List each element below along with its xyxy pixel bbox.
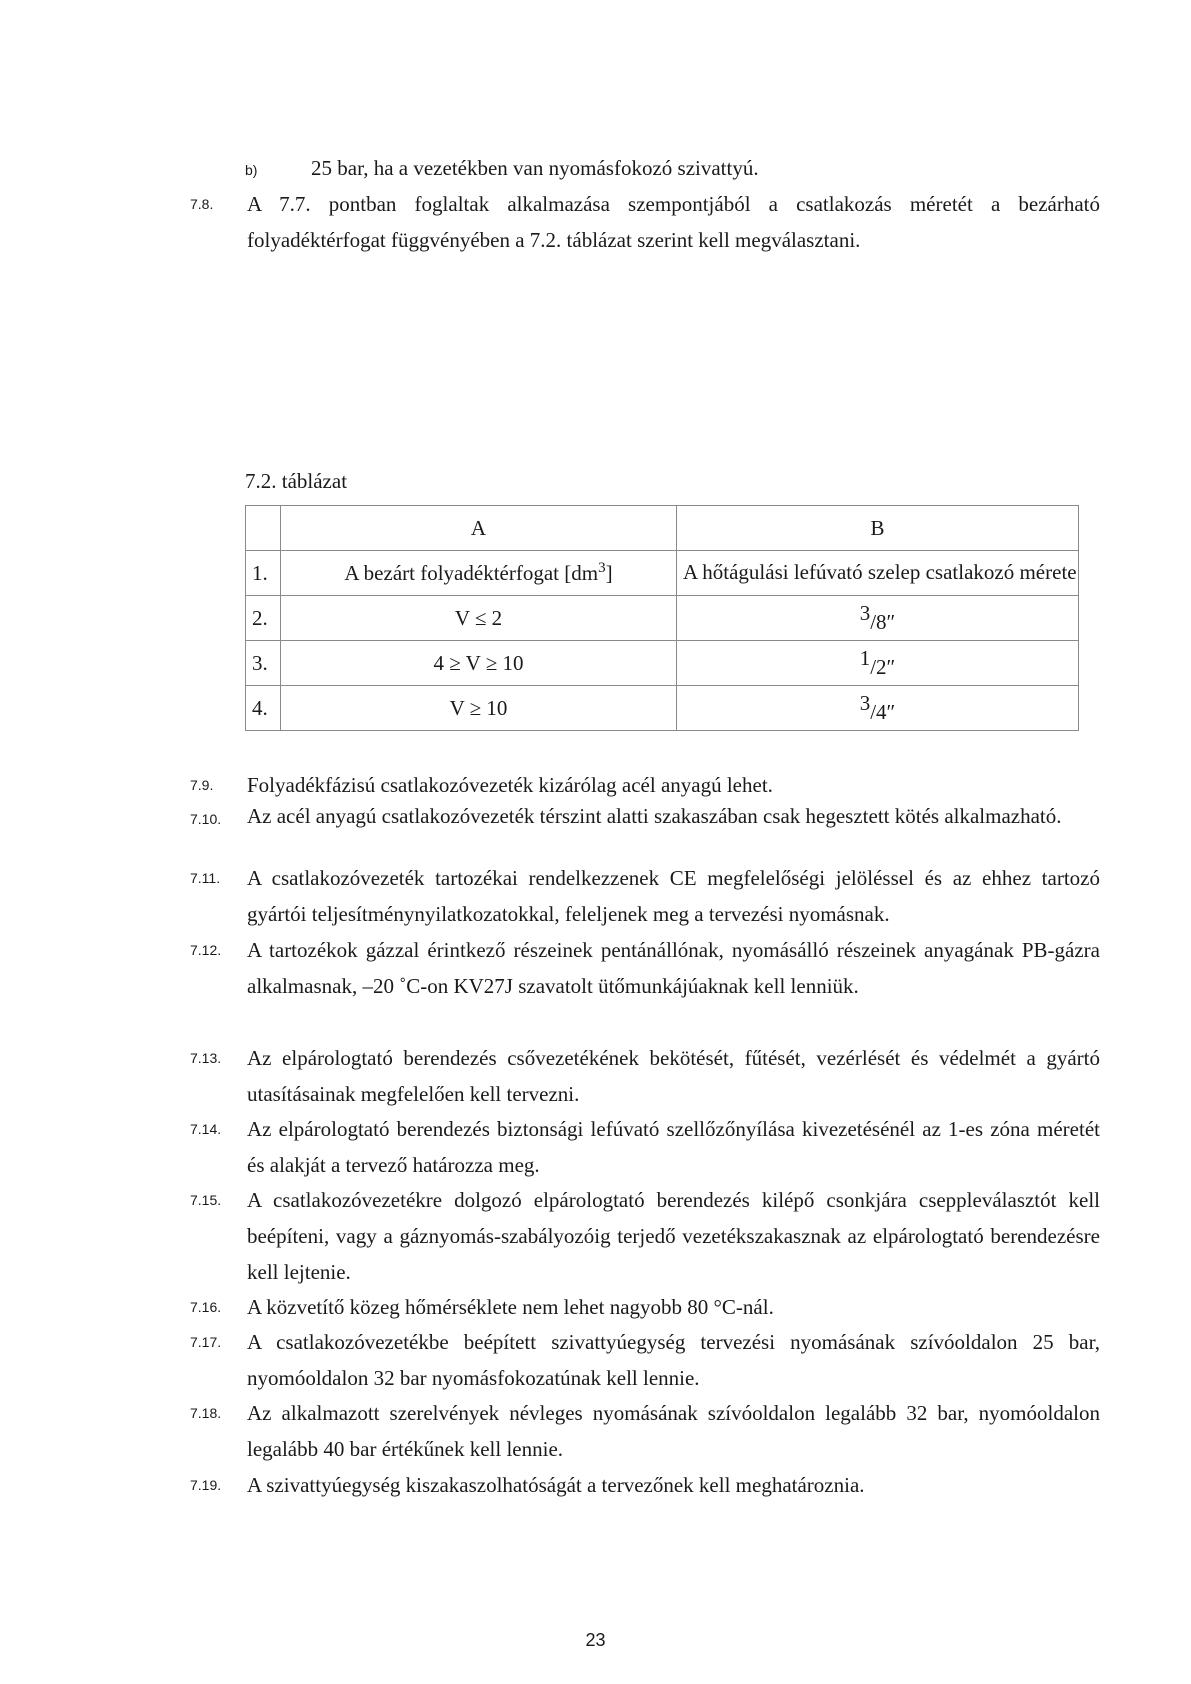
- paragraph-7-16: [190, 1289, 1100, 1325]
- paragraph-number: 7.16.: [190, 1299, 222, 1315]
- table-cell: [281, 551, 677, 596]
- paragraph-number: 7.13.: [190, 1050, 222, 1066]
- paragraph-number: 7.19.: [190, 1477, 222, 1493]
- paragraph-text: Folyadékfázisú csatlakozóvezeték kizárólag acél anyagú lehet.: [247, 773, 773, 797]
- paragraph-text: A szivattyúegység kiszakaszolhatóságát a tervezőnek kell meghatároznia.: [247, 1473, 865, 1497]
- paragraph-text: A csatlakozóvezeték tartozékai rendelkezzenek CE megfelelőségi jelöléssel és az ehhez tartozó gyártói teljesítménynyilatkozatokkal, feleljenek meg a tervezési nyomásnak.: [247, 866, 1100, 926]
- table-cell: [677, 641, 1079, 686]
- table-cell: [677, 596, 1079, 641]
- table-cell: [677, 551, 1079, 596]
- fraction-numerator: 1: [859, 645, 871, 670]
- table-row: [246, 686, 1079, 731]
- table-cell: V ≤ 2: [281, 596, 677, 641]
- table-row: [246, 641, 1079, 686]
- paragraph-7-8: [190, 186, 1100, 258]
- paragraph-text: Az elpárologtató berendezés csővezetékének bekötését, fűtését, vezérlését és védelmét a gyártó utasításainak megfelelően kell tervezni.: [247, 1046, 1100, 1106]
- paragraph-text: A közvetítő közeg hőmérséklete nem lehet nagyobb 80 °C-nál.: [247, 1295, 774, 1319]
- table-column-header-row: [246, 506, 1079, 551]
- paragraph-text: Az alkalmazott szerelvények névleges nyomásának szívóoldalon legalább 32 bar, nyomóoldalon legalább 40 bar értékűnek kell lennie.: [247, 1401, 1100, 1461]
- paragraph-number: 7.10.: [190, 811, 222, 827]
- paragraph-text: Az acél anyagú csatlakozóvezeték térszint alatti szakaszában csak hegesztett kötés alkalmazható.: [247, 804, 1062, 828]
- list-item-text: 25 bar, ha a vezetékben van nyomásfokozó szivattyú.: [311, 156, 759, 180]
- table-cell: V ≥ 10: [281, 686, 677, 731]
- paragraph-7-12: [190, 932, 1100, 1004]
- list-item-b: [245, 150, 759, 188]
- paragraph-7-14: [190, 1111, 1100, 1183]
- table-cell: [677, 686, 1079, 731]
- header-b-text: A hőtágulási lefúvató szelep csatlakozó mérete: [683, 560, 1077, 584]
- header-a-close: ]: [605, 561, 613, 585]
- paragraph-text: A tartozékok gázzal érintkező részeinek pentánállónak, nyomásálló részeinek anyagának PB-gázra alkalmasnak, –20 ˚C-on KV27J szavatolt ütőmunkájúaknak kell lenniük.: [247, 938, 1100, 998]
- paragraph-7-9: [190, 767, 1100, 803]
- list-item-label: b): [245, 162, 258, 178]
- paragraph-number: 7.11.: [190, 870, 221, 886]
- paragraph-text: A 7.7. pontban foglaltak alkalmazása szempontjából a csatlakozás méretét a bezárható folyadéktérfogat függvényében a 7.2. táblázat szerint kell megválasztani.: [247, 192, 1100, 252]
- table-corner-cell: [246, 506, 281, 551]
- paragraph-number: 7.14.: [190, 1121, 222, 1137]
- table-caption: 7.2. táblázat: [245, 469, 348, 493]
- row-number: 2.: [246, 596, 281, 641]
- paragraph-number: 7.12.: [190, 942, 222, 958]
- paragraph-7-18: [190, 1395, 1100, 1467]
- fraction-denominator: /8″: [870, 609, 896, 634]
- table-cell: 4 ≥ V ≥ 10: [281, 641, 677, 686]
- row-number: 3.: [246, 641, 281, 686]
- paragraph-text: A csatlakozóvezetékbe beépített szivattyúegység tervezési nyomásának szívóoldalon 25 bar, nyomóoldalon 32 bar nyomásfokozatúnak kell lennie.: [247, 1330, 1100, 1390]
- fraction-numerator: 3: [859, 600, 871, 625]
- page-number: 23: [585, 1630, 606, 1650]
- table-row: [246, 596, 1079, 641]
- paragraph-7-19: [190, 1467, 1100, 1503]
- paragraph-7-11: [190, 860, 1100, 932]
- paragraph-7-13: [190, 1040, 1100, 1112]
- paragraph-7-10: [190, 801, 1100, 831]
- paragraph-7-15: [190, 1182, 1100, 1290]
- header-a-text: A bezárt folyadéktérfogat [dm: [344, 561, 599, 585]
- paragraph-text: A csatlakozóvezetékre dolgozó elpárologtató berendezés kilépő csonkjára cseppleválasztót kell beépíteni, vagy a gáznyomás-szabályozóig terjedő vezetékszakasznak az elpárologtató berendezésre kell lejtenie.: [247, 1188, 1100, 1284]
- table-row: [246, 551, 1079, 596]
- paragraph-text: Az elpárologtató berendezés biztonsági lefúvató szellőzőnyílása kivezetésénél az 1-es zóna méretét és alakját a tervező határozza meg.: [247, 1117, 1100, 1177]
- header-a-superscript: 3: [598, 560, 606, 576]
- paragraph-number: 7.8.: [190, 196, 214, 212]
- paragraph-7-17: [190, 1324, 1100, 1396]
- column-header-a: A: [281, 506, 677, 551]
- fraction-numerator: 3: [859, 690, 871, 715]
- paragraph-number: 7.18.: [190, 1405, 222, 1421]
- paragraph-number: 7.17.: [190, 1334, 222, 1350]
- fraction-denominator: /4″: [870, 699, 896, 724]
- paragraph-number: 7.9.: [190, 777, 214, 793]
- row-number: 1.: [246, 551, 281, 596]
- paragraph-number: 7.15.: [190, 1192, 222, 1208]
- row-number: 4.: [246, 686, 281, 731]
- fraction-denominator: /2″: [870, 654, 896, 679]
- table-7-2: [245, 505, 1079, 731]
- column-header-b: B: [677, 506, 1079, 551]
